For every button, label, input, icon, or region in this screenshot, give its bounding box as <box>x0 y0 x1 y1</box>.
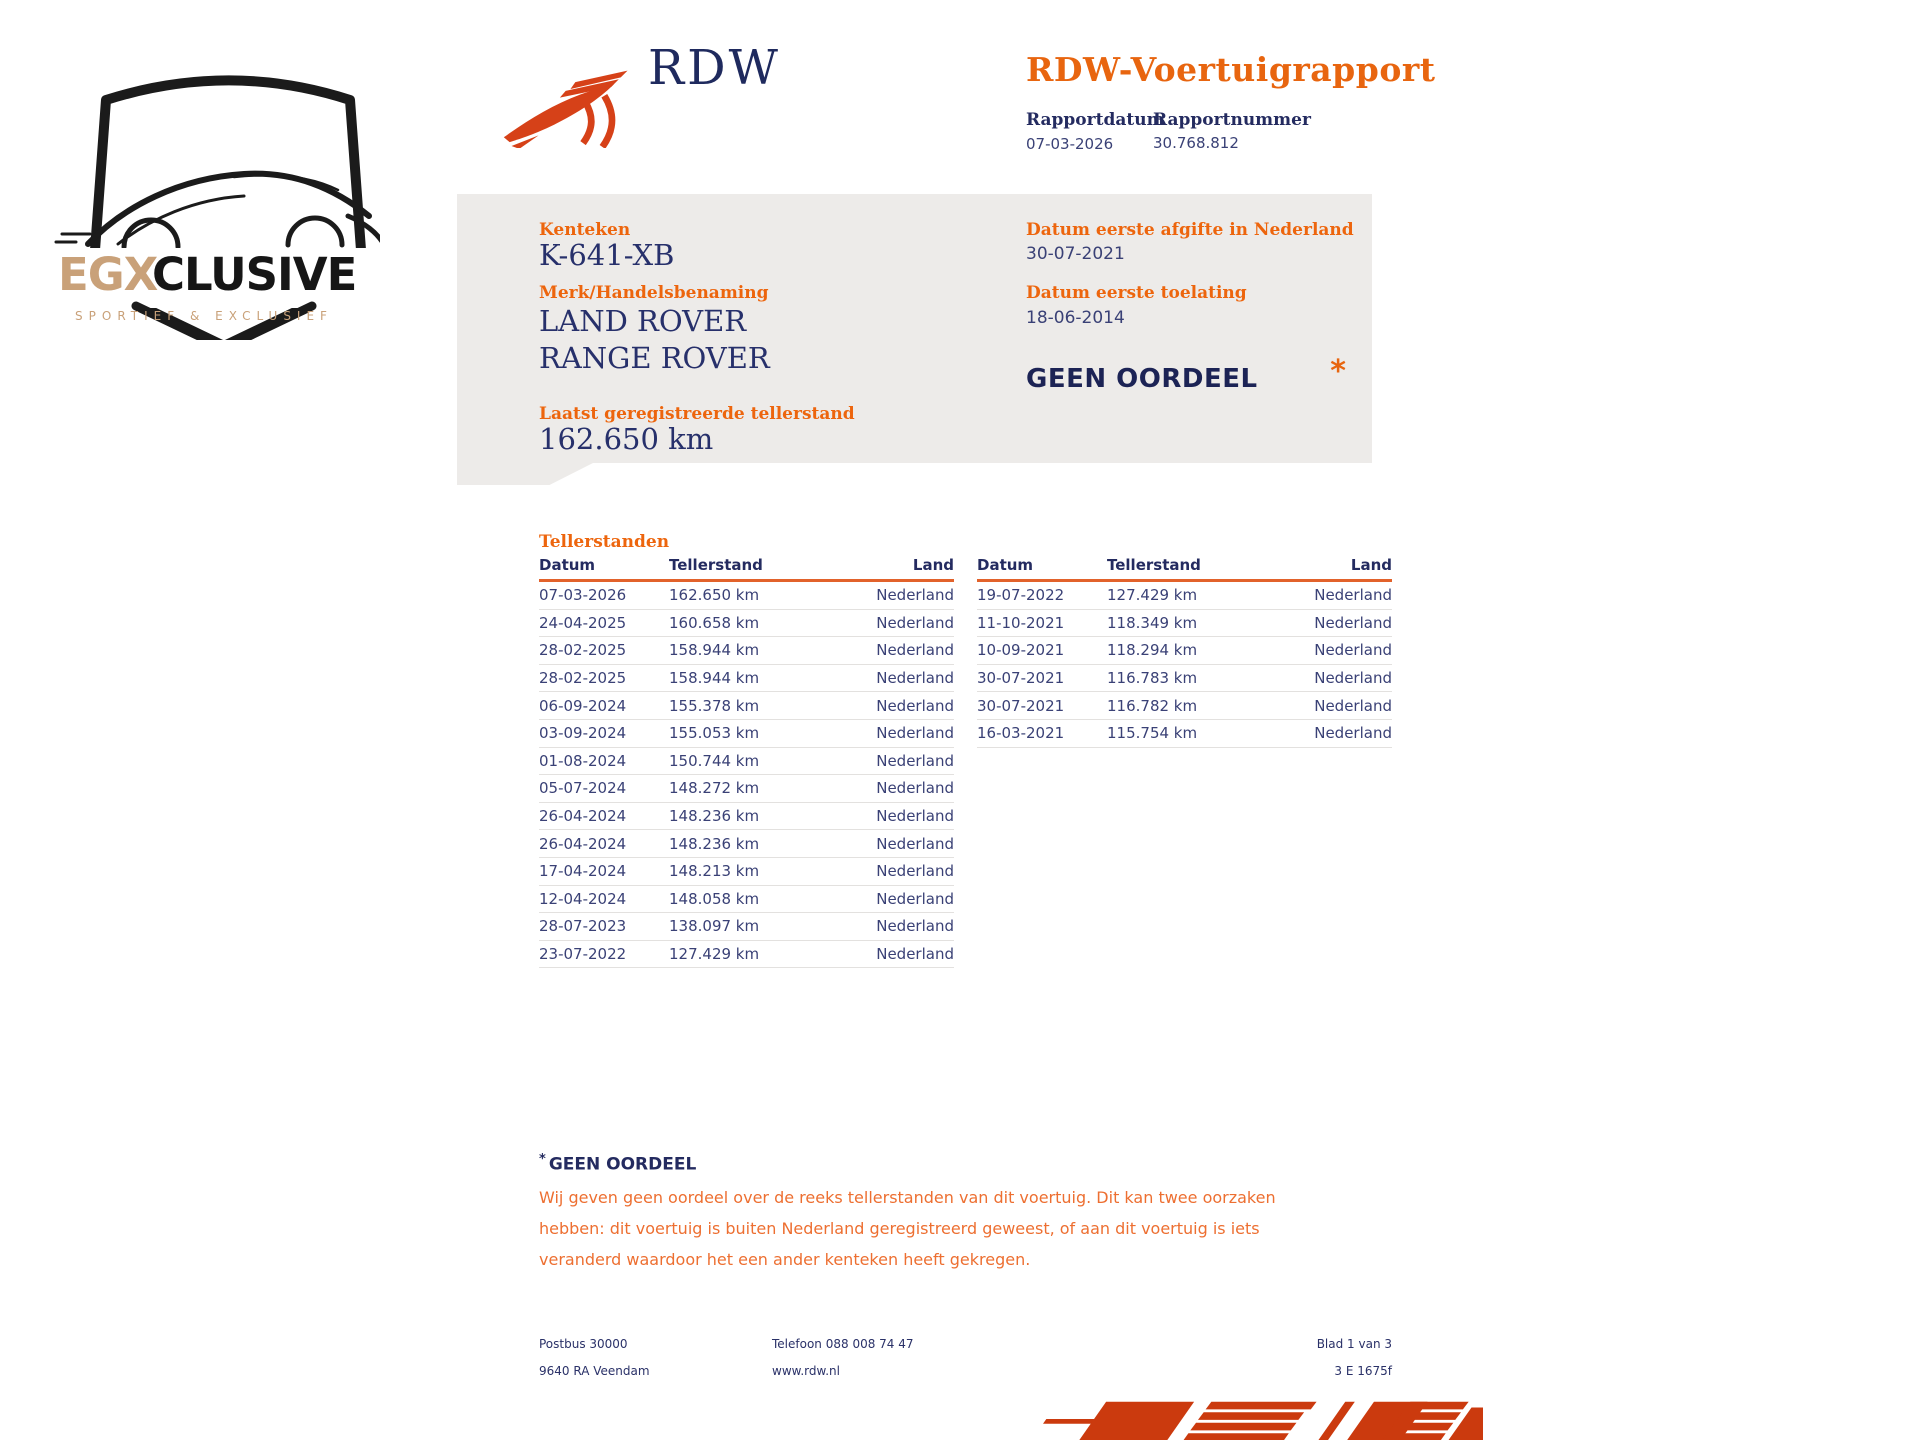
report-number-label: Rapportnummer <box>1153 110 1311 130</box>
rdw-wing-icon <box>498 56 643 148</box>
row-land: Nederland <box>876 669 954 688</box>
report-date-label: Rapportdatum <box>1026 110 1165 130</box>
row-tellerstand: 138.097 km <box>669 917 760 936</box>
tellerstand-label: Laatst geregistreerde tellerstand <box>539 404 855 424</box>
row-datum: 28-07-2023 <box>539 917 627 936</box>
report-number-value: 30.768.812 <box>1153 134 1239 152</box>
footnote-title <box>539 1152 696 1175</box>
footnote-title-text: GEEN OORDEEL <box>548 1154 697 1175</box>
row-land: Nederland <box>1314 586 1392 605</box>
row-tellerstand: 148.058 km <box>669 889 760 908</box>
row-datum: 03-09-2024 <box>539 724 627 743</box>
row-land: Nederland <box>876 696 954 715</box>
row-datum: 12-04-2024 <box>539 889 627 908</box>
footer-form-code: 3 E 1675f <box>1334 1364 1392 1378</box>
report-date-value: 07-03-2026 <box>1026 135 1114 153</box>
row-land: Nederland <box>1314 724 1392 743</box>
row-land: Nederland <box>876 586 954 605</box>
row-tellerstand: 148.236 km <box>669 807 760 826</box>
afgifte-value: 30-07-2021 <box>1026 244 1125 264</box>
table-row <box>977 582 1392 610</box>
row-datum: 26-04-2024 <box>539 807 627 826</box>
footer-address-1: Postbus 30000 <box>539 1337 628 1351</box>
table-row <box>539 748 954 776</box>
col-header-land: Land <box>912 556 954 574</box>
table-row <box>539 692 954 720</box>
table-row <box>539 720 954 748</box>
row-tellerstand: 155.378 km <box>669 696 760 715</box>
row-datum: 23-07-2022 <box>539 945 627 964</box>
row-datum: 28-02-2025 <box>539 669 627 688</box>
row-datum: 26-04-2024 <box>539 834 627 853</box>
egx-tagline: SPORTIEF & EXCLUSIEF <box>75 309 333 323</box>
table-row <box>539 913 954 941</box>
tellerstand-value: 162.650 km <box>539 422 714 456</box>
row-datum: 16-03-2021 <box>977 724 1065 743</box>
toelating-value: 18-06-2014 <box>1026 308 1125 328</box>
row-tellerstand: 158.944 km <box>669 669 760 688</box>
row-land: Nederland <box>876 945 954 964</box>
table-row <box>977 637 1392 665</box>
table-row <box>539 886 954 914</box>
footer-address-2: 9640 RA Veendam <box>539 1364 650 1378</box>
vehicle-summary-box-tab <box>457 463 593 485</box>
table-header-row <box>539 556 954 582</box>
row-tellerstand: 116.782 km <box>1107 696 1198 715</box>
row-land: Nederland <box>876 779 954 798</box>
row-land: Nederland <box>876 807 954 826</box>
row-datum: 01-08-2024 <box>539 751 627 770</box>
row-tellerstand: 127.429 km <box>669 945 760 964</box>
row-datum: 30-07-2021 <box>977 669 1065 688</box>
table-row <box>539 665 954 693</box>
orange-stripes-icon <box>1038 1396 1488 1440</box>
report-meta-values <box>1026 134 1446 153</box>
row-land: Nederland <box>1314 669 1392 688</box>
table-row <box>539 582 954 610</box>
toelating-label: Datum eerste toelating <box>1026 283 1247 303</box>
row-land: Nederland <box>876 917 954 936</box>
egx-wordmark-secondary: CLUSIVE <box>152 248 357 301</box>
footer-phone: Telefoon 088 008 74 47 <box>772 1337 914 1351</box>
col-header-tellerstand: Tellerstand <box>669 556 763 574</box>
row-land: Nederland <box>876 724 954 743</box>
row-datum: 30-07-2021 <box>977 696 1065 715</box>
oordeel-asterisk: * <box>1330 354 1346 389</box>
row-datum: 28-02-2025 <box>539 641 627 660</box>
footnote-asterisk: * <box>539 1152 546 1167</box>
table-row <box>977 720 1392 748</box>
kenteken-value: K-641-XB <box>539 238 675 272</box>
rdw-logo-text: RDW <box>648 40 781 96</box>
table-row <box>539 610 954 638</box>
row-land: Nederland <box>876 751 954 770</box>
footer-line-2 <box>539 1364 1392 1380</box>
merk-line2: RANGE ROVER <box>539 341 770 375</box>
footer-line-1 <box>539 1337 1392 1353</box>
table-body <box>977 582 1392 748</box>
page-title: RDW-Voertuigrapport <box>1026 50 1436 89</box>
table-body <box>539 582 954 968</box>
table-row <box>539 941 954 969</box>
row-tellerstand: 162.650 km <box>669 586 760 605</box>
row-tellerstand: 155.053 km <box>669 724 760 743</box>
egxclusive-logo <box>28 38 380 340</box>
row-tellerstand: 158.944 km <box>669 641 760 660</box>
row-tellerstand: 148.236 km <box>669 834 760 853</box>
row-tellerstand: 160.658 km <box>669 613 760 632</box>
report-meta-labels <box>1026 110 1446 130</box>
table-row <box>539 858 954 886</box>
vehicle-summary-box <box>457 194 1372 463</box>
row-datum: 19-07-2022 <box>977 586 1065 605</box>
col-header-datum: Datum <box>977 556 1034 574</box>
row-datum: 24-04-2025 <box>539 613 627 632</box>
table-row <box>539 637 954 665</box>
table-header-row <box>977 556 1392 582</box>
row-tellerstand: 118.294 km <box>1107 641 1198 660</box>
row-land: Nederland <box>876 613 954 632</box>
row-land: Nederland <box>1314 641 1392 660</box>
row-tellerstand: 150.744 km <box>669 751 760 770</box>
row-land: Nederland <box>876 889 954 908</box>
row-datum: 11-10-2021 <box>977 613 1065 632</box>
kenteken-label: Kenteken <box>539 220 631 240</box>
footer-website-link[interactable]: www.rdw.nl <box>772 1364 840 1378</box>
row-tellerstand: 115.754 km <box>1107 724 1198 743</box>
row-datum: 06-09-2024 <box>539 696 627 715</box>
table-row <box>539 803 954 831</box>
tellerstanden-table-right <box>977 556 1392 748</box>
row-land: Nederland <box>876 641 954 660</box>
table-row <box>977 665 1392 693</box>
row-tellerstand: 127.429 km <box>1107 586 1198 605</box>
shield-car-icon <box>28 38 380 340</box>
row-land: Nederland <box>1314 696 1392 715</box>
row-datum: 05-07-2024 <box>539 779 627 798</box>
footer-page-number: Blad 1 van 3 <box>1316 1337 1392 1351</box>
col-header-land: Land <box>1350 556 1392 574</box>
row-datum: 10-09-2021 <box>977 641 1065 660</box>
row-land: Nederland <box>1314 613 1392 632</box>
table-row <box>539 775 954 803</box>
row-tellerstand: 116.783 km <box>1107 669 1198 688</box>
row-tellerstand: 148.272 km <box>669 779 760 798</box>
footnote-text: Wij geven geen oordeel over de reeks tellerstanden van dit voertuig. Dit kan twee oorzaken hebben: dit voertuig is buiten Nederland geregistreerd geweest, of aan dit voertuig is iets veranderd waardoor het een ander kenteken heeft gekregen. <box>539 1188 1276 1269</box>
row-tellerstand: 118.349 km <box>1107 613 1198 632</box>
tellerstanden-table-left <box>539 556 954 968</box>
col-header-tellerstand: Tellerstand <box>1107 556 1201 574</box>
table-row <box>539 830 954 858</box>
oordeel-verdict: GEEN OORDEEL <box>1026 364 1258 394</box>
table-row <box>977 692 1392 720</box>
tellerstanden-heading: Tellerstanden <box>539 532 670 552</box>
afgifte-label: Datum eerste afgifte in Nederland <box>1026 220 1354 240</box>
row-datum: 17-04-2024 <box>539 862 627 881</box>
row-datum: 07-03-2026 <box>539 586 627 605</box>
col-header-datum: Datum <box>539 556 596 574</box>
egx-wordmark-primary: EGX <box>58 248 158 301</box>
row-land: Nederland <box>876 862 954 881</box>
table-row <box>977 610 1392 638</box>
row-tellerstand: 148.213 km <box>669 862 760 881</box>
rdw-wing-graphic-cropped <box>1038 1396 1488 1440</box>
merk-line1: LAND ROVER <box>539 304 747 338</box>
rdw-brand <box>498 40 818 144</box>
merk-label: Merk/Handelsbenaming <box>539 283 769 303</box>
row-land: Nederland <box>876 834 954 853</box>
